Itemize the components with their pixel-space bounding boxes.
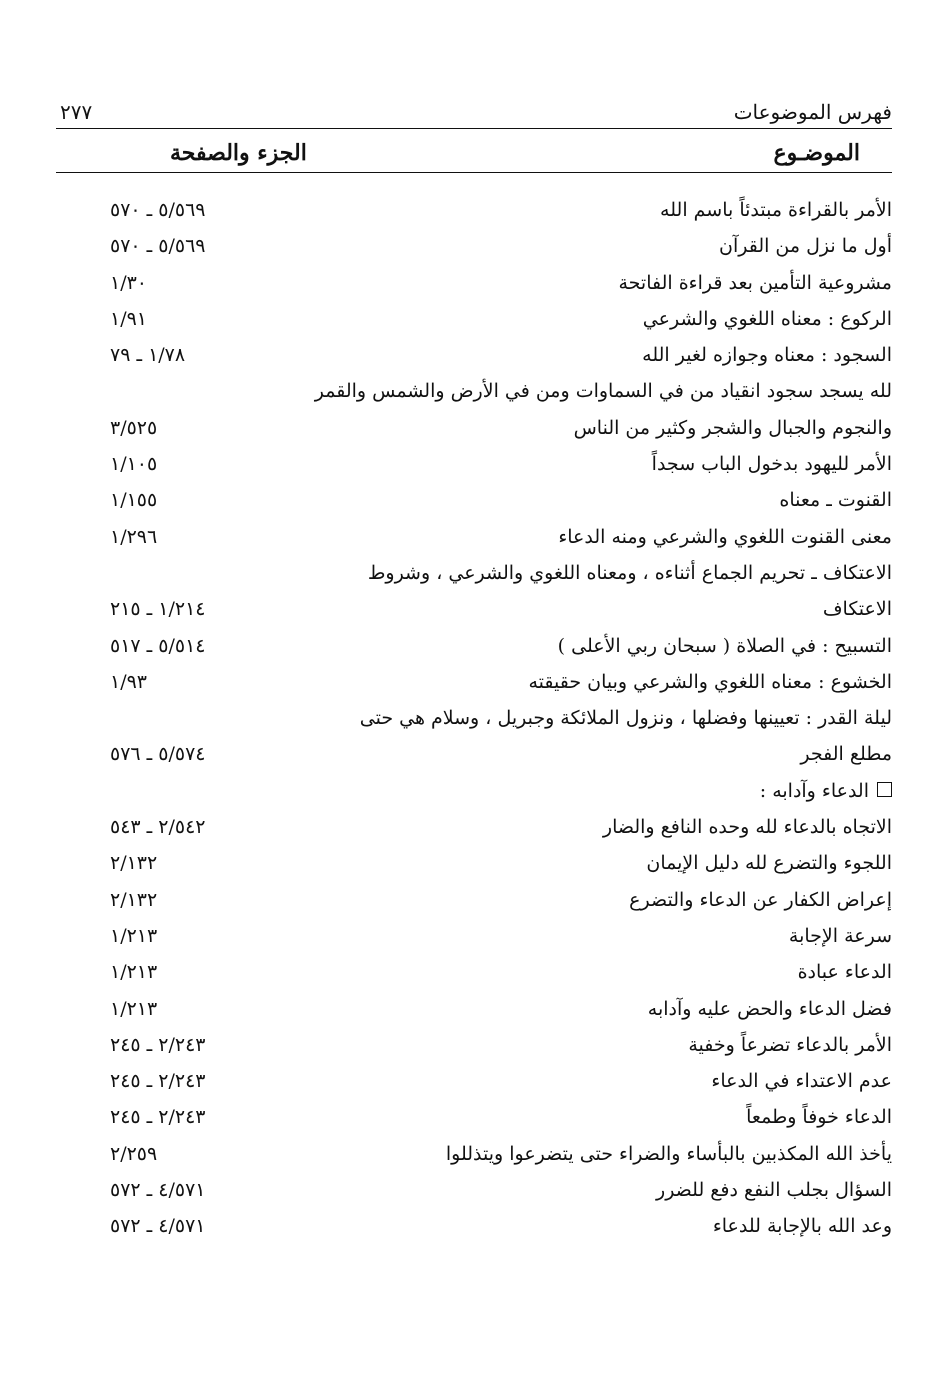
index-entries bbox=[110, 192, 892, 1245]
running-header bbox=[60, 100, 892, 130]
entry-reference: ٥/٥٦٩ ـ ٥٧٠ bbox=[110, 199, 206, 221]
entry-reference: ٣/٥٢٥ bbox=[110, 416, 158, 439]
entry-reference: ١/٢١٣ bbox=[110, 997, 158, 1020]
entry-reference: ١/٣٠ bbox=[110, 271, 148, 294]
entry-reference: ٢/٢٥٩ bbox=[110, 1142, 158, 1165]
entry-topic bbox=[618, 265, 892, 301]
entry-topic-text: التسبيح : في الصلاة ( سبحان ربي الأعلى ) bbox=[557, 634, 892, 657]
header-rule bbox=[56, 128, 892, 129]
entry-topic bbox=[528, 664, 892, 700]
entry-topic-text: السؤال بجلب النفع دفع للضرر bbox=[656, 1179, 892, 1202]
entry-topic-text: الاعتكاف ـ تحريم الجماع أثناءه ، ومعناه اللغوي والشرعي ، وشروط bbox=[367, 561, 892, 584]
index-row bbox=[110, 265, 892, 301]
entry-topic bbox=[789, 918, 892, 954]
entry-topic bbox=[713, 1208, 892, 1244]
entry-topic-text: الدعاء وآدابه : bbox=[759, 779, 869, 802]
index-row bbox=[110, 519, 892, 555]
entry-topic bbox=[779, 482, 892, 518]
topic-column-header: الموضـوع bbox=[773, 140, 860, 166]
index-row bbox=[110, 410, 892, 446]
entry-topic bbox=[656, 1172, 892, 1208]
entry-reference: ١/٢٩٦ bbox=[110, 525, 158, 548]
index-row bbox=[110, 1063, 892, 1099]
entry-topic bbox=[711, 1063, 892, 1099]
entry-topic-text: الاتجاه بالدعاء لله وحده النافع والضار bbox=[602, 816, 892, 839]
entry-topic-text: إعراض الكفار عن الدعاء والتضرع bbox=[629, 888, 892, 911]
index-row bbox=[110, 700, 892, 736]
entry-topic bbox=[688, 1027, 892, 1063]
index-row bbox=[110, 555, 892, 591]
index-row bbox=[110, 192, 892, 228]
entry-topic-text: الدعاء خوفاً وطمعاً bbox=[746, 1106, 892, 1129]
entry-topic-text: فضل الدعاء والحض عليه وآدابه bbox=[647, 997, 892, 1020]
entry-reference: ١/٩٣ bbox=[110, 670, 148, 693]
entry-reference: ١/٩١ bbox=[110, 307, 148, 330]
entry-topic-text: القنوت ـ معناه bbox=[779, 489, 892, 512]
entry-reference: ٤/٥٧١ ـ ٥٧٢ bbox=[110, 1179, 206, 1202]
index-row bbox=[110, 228, 892, 264]
entry-topic bbox=[446, 1136, 892, 1172]
entry-reference: ٢/٥٤٢ ـ ٥٤٣ bbox=[110, 816, 206, 839]
entry-reference: ١/٢١٤ ـ ٢١٥ bbox=[110, 598, 206, 621]
running-title: فهرس الموضوعات bbox=[733, 100, 892, 124]
entry-reference: ١/١٠٥ bbox=[110, 453, 158, 476]
index-row bbox=[110, 664, 892, 700]
index-row bbox=[110, 1099, 892, 1135]
entry-topic bbox=[800, 736, 892, 772]
entry-reference: ٢/٢٤٣ ـ ٢٤٥ bbox=[110, 1070, 206, 1093]
entry-topic-text: الأمر بالقراءة مبتدئاً باسم الله bbox=[660, 199, 892, 221]
entry-topic bbox=[642, 337, 892, 373]
entry-topic-text: اللجوء والتضرع لله دليل الإيمان bbox=[646, 852, 892, 875]
index-row bbox=[110, 301, 892, 337]
section-heading bbox=[110, 773, 892, 809]
entry-topic bbox=[558, 519, 892, 555]
entry-reference: ٢/٢٤٣ ـ ٢٤٥ bbox=[110, 1033, 206, 1056]
entry-reference: ٥/٥٦٩ ـ ٥٧٠ bbox=[110, 235, 206, 258]
entry-topic-text: عدم الاعتداء في الدعاء bbox=[711, 1070, 892, 1093]
column-header-rule bbox=[56, 172, 892, 173]
entry-reference: ٢/١٣٢ bbox=[110, 888, 158, 911]
entry-reference: ٥/٥١٤ ـ ٥١٧ bbox=[110, 634, 206, 657]
entry-topic-text: معنى القنوت اللغوي والشرعي ومنه الدعاء bbox=[558, 525, 892, 548]
entry-reference: ٢/١٣٢ bbox=[110, 852, 158, 875]
index-row bbox=[110, 954, 892, 990]
entry-topic bbox=[648, 991, 892, 1027]
entry-topic bbox=[603, 809, 892, 845]
entry-topic-text: الدعاء عبادة bbox=[797, 961, 892, 984]
reference-column-header: الجزء والصفحة bbox=[170, 140, 307, 166]
entry-reference: ١/٢١٣ bbox=[110, 924, 158, 947]
entry-topic-text: الاعتكاف bbox=[822, 598, 892, 621]
entry-topic-text: ليلة القدر : تعيينها وفضلها ، ونزول الملائكة وجبريل ، وسلام هي حتى bbox=[359, 707, 892, 730]
entry-topic-text: الخشوع : معناه اللغوي والشرعي وبيان حقيقته bbox=[528, 670, 892, 693]
entry-topic bbox=[574, 410, 892, 446]
index-row bbox=[110, 809, 892, 845]
entry-reference: ٤/٥٧١ ـ ٥٧٢ bbox=[110, 1215, 206, 1238]
entry-topic bbox=[643, 301, 892, 337]
index-row bbox=[110, 628, 892, 664]
index-row bbox=[110, 1172, 892, 1208]
index-row bbox=[110, 845, 892, 881]
entry-reference: ١/١٥٥ bbox=[110, 489, 158, 512]
entry-topic bbox=[798, 954, 892, 990]
square-bullet-icon bbox=[877, 782, 892, 797]
entry-reference: ٢/٢٤٣ ـ ٢٤٥ bbox=[110, 1106, 206, 1129]
entry-reference: ٥/٥٧٤ ـ ٥٧٦ bbox=[110, 743, 206, 766]
entry-topic bbox=[760, 773, 892, 809]
index-row bbox=[110, 918, 892, 954]
index-row bbox=[110, 882, 892, 918]
entry-reference: ١/٢١٣ bbox=[110, 961, 158, 984]
index-row bbox=[110, 1027, 892, 1063]
entry-topic bbox=[368, 555, 892, 591]
entry-topic-text: السجود : معناه وجوازه لغير الله bbox=[642, 344, 892, 367]
index-row bbox=[110, 1208, 892, 1244]
index-row bbox=[110, 446, 892, 482]
entry-topic-text: الركوع : معناه اللغوي والشرعي bbox=[642, 307, 892, 330]
index-row bbox=[110, 591, 892, 627]
entry-topic bbox=[558, 628, 892, 664]
page-number: ٢٧٧ bbox=[60, 100, 93, 124]
entry-topic-text: يأخذ الله المكذبين بالبأساء والضراء حتى يتضرعوا ويتذللوا bbox=[445, 1142, 892, 1165]
entry-topic bbox=[315, 373, 892, 409]
column-headers bbox=[60, 140, 892, 172]
entry-topic bbox=[719, 228, 892, 264]
entry-topic-text: وعد الله بالإجابة للدعاء bbox=[712, 1215, 892, 1238]
entry-topic-text: أول ما نزل من القرآن bbox=[719, 235, 892, 258]
entry-topic-text: مطلع الفجر bbox=[800, 743, 892, 766]
entry-topic bbox=[746, 1099, 892, 1135]
entry-topic-text: لله يسجد سجود انقياد من في السماوات ومن في الأرض والشمس والقمر bbox=[314, 380, 892, 403]
entry-topic-text: الأمر لليهود بدخول الباب سجداً bbox=[651, 453, 892, 476]
entry-topic-text: سرعة الإجابة bbox=[788, 924, 892, 947]
entry-topic bbox=[652, 446, 892, 482]
entry-topic bbox=[629, 882, 892, 918]
entry-reference: ١/٧٨ ـ ٧٩ bbox=[110, 344, 186, 367]
entry-topic bbox=[646, 845, 892, 881]
index-row bbox=[110, 736, 892, 772]
entry-topic-text: والنجوم والجبال والشجر وكثير من الناس bbox=[573, 416, 892, 439]
index-row bbox=[110, 991, 892, 1027]
entry-topic bbox=[823, 591, 892, 627]
entry-topic-text: مشروعية التأمين بعد قراءة الفاتحة bbox=[618, 271, 892, 294]
index-row bbox=[110, 482, 892, 518]
entry-topic-text: الأمر بالدعاء تضرعاً وخفية bbox=[688, 1033, 892, 1056]
index-row bbox=[110, 373, 892, 409]
index-row bbox=[110, 1136, 892, 1172]
index-row bbox=[110, 337, 892, 373]
entry-topic bbox=[360, 700, 892, 736]
entry-topic bbox=[660, 192, 892, 228]
